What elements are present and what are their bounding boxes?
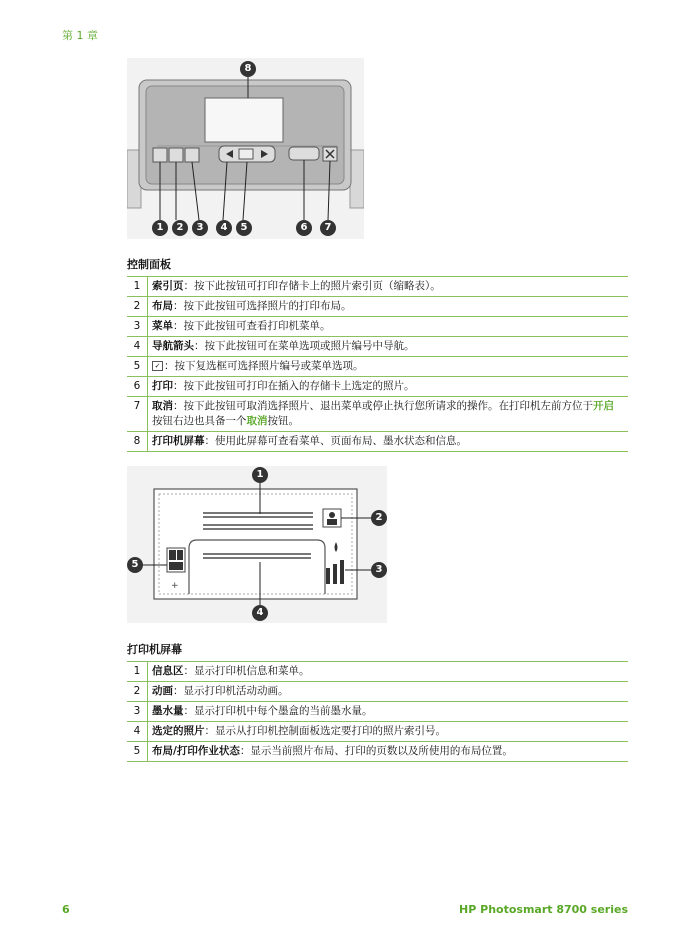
table-row [127,682,628,702]
definition: 显示打印机信息和菜单。 [194,665,310,677]
separator: ： [194,340,205,352]
row-number: 6 [127,377,148,397]
row-description [148,742,629,762]
row-description [148,397,629,432]
figure2-caption: 打印机屏幕 [127,643,182,656]
separator: ： [173,380,184,392]
row-number: 7 [127,397,148,432]
definition: 使用此屏幕可查看菜单、页面布局、墨水状态和信息。 [215,435,467,447]
term: 信息区 [152,665,184,677]
row-description [148,432,629,452]
separator: ： [183,705,194,717]
term: 菜单 [152,320,173,332]
callout-7: 7 [320,220,336,236]
callout-1: 1 [252,467,268,483]
table-row [127,702,628,722]
figure1-caption: 控制面板 [127,258,171,271]
row-number: 3 [127,702,148,722]
separator: ： [173,300,184,312]
callout-2: 2 [172,220,188,236]
term: 打印机屏幕 [152,435,205,447]
callout-2: 2 [371,510,387,526]
callout-5: 5 [236,220,252,236]
table-row [127,337,628,357]
row-description [148,277,629,297]
chapter-header: 第 1 章 [62,29,98,42]
separator: ： [204,725,215,737]
term: 选定的照片 [152,725,205,737]
table-row [127,297,628,317]
callout-3: 3 [371,562,387,578]
definition: 按下此按钮可查看打印机菜单。 [183,320,331,332]
table-row [127,742,628,762]
callout-3: 3 [192,220,208,236]
separator: ： [183,665,194,677]
checkbox-icon: ✓ [152,361,163,371]
term: 布局/打印作业状态 [152,745,240,757]
definition: 按下此按钮可取消选择照片、退出菜单或停止执行您所请求的操作。在打印机左前方位于 [183,400,593,412]
separator: ： [173,320,184,332]
term: 打印 [152,380,173,392]
callout-1: 1 [152,220,168,236]
definition: 显示打印机活动动画。 [183,685,289,697]
control-panel-figure [127,58,364,239]
row-number: 5 [127,357,148,377]
row-description [148,662,629,682]
printer-screen-table [127,661,628,762]
table-row [127,317,628,337]
term: 墨水量 [152,705,184,717]
row-number: 1 [127,277,148,297]
term: 索引页 [152,280,184,292]
row-number: 2 [127,682,148,702]
control-panel-illustration [127,58,364,239]
definition: 显示当前照片布局、打印的页数以及所使用的布局位置。 [250,745,513,757]
callout-8: 8 [240,61,256,77]
row-description [148,357,629,377]
product-series: HP Photosmart 8700 series [459,903,628,916]
row-number: 1 [127,662,148,682]
separator: ： [173,400,184,412]
separator: ： [173,685,184,697]
separator: ： [183,280,194,292]
table-row [127,662,628,682]
definition: 按下此按钮可选择照片的打印布局。 [183,300,352,312]
row-number: 8 [127,432,148,452]
term: 动画 [152,685,173,697]
row-number: 5 [127,742,148,762]
table-row [127,397,628,432]
definition: 按下复选框可选择照片编号或菜单选项。 [174,360,364,372]
definition: 按下此按钮可在菜单选项或照片编号中导航。 [204,340,415,352]
term: 布局 [152,300,173,312]
row-description [148,377,629,397]
control-panel-table [127,276,628,452]
definition: 按钮。 [267,415,299,427]
callout-4: 4 [252,605,268,621]
row-description [148,337,629,357]
definition: 显示打印机中每个墨盒的当前墨水量。 [194,705,373,717]
separator: ： [204,435,215,447]
table-row [127,357,628,377]
callout-6: 6 [296,220,312,236]
term: 导航箭头 [152,340,194,352]
printer-screen-illustration [127,466,387,623]
term: 取消 [152,400,173,412]
table-row [127,432,628,452]
row-number: 3 [127,317,148,337]
row-description [148,297,629,317]
printer-screen-figure [127,466,387,623]
separator: ： [164,360,175,372]
definition: 按下此按钮可打印在插入的存储卡上选定的照片。 [183,380,415,392]
table-row [127,377,628,397]
row-description [148,702,629,722]
separator: ： [239,745,251,757]
row-description [148,722,629,742]
row-number: 4 [127,722,148,742]
svg-text:+: + [171,581,179,591]
page-number: 6 [62,903,70,916]
definition: 按钮右边也具备一个 [152,415,247,427]
table-row [127,277,628,297]
definition: 显示从打印机控制面板选定要打印的照片索引号。 [215,725,446,737]
keyword-power: 开启 [593,400,614,412]
callout-4: 4 [216,220,232,236]
row-number: 4 [127,337,148,357]
row-description [148,682,629,702]
table-row [127,722,628,742]
row-number: 2 [127,297,148,317]
keyword-cancel: 取消 [246,415,268,427]
row-description [148,317,629,337]
definition: 按下此按钮可打印存储卡上的照片索引页（缩略表）。 [194,280,441,292]
callout-5: 5 [127,557,143,573]
